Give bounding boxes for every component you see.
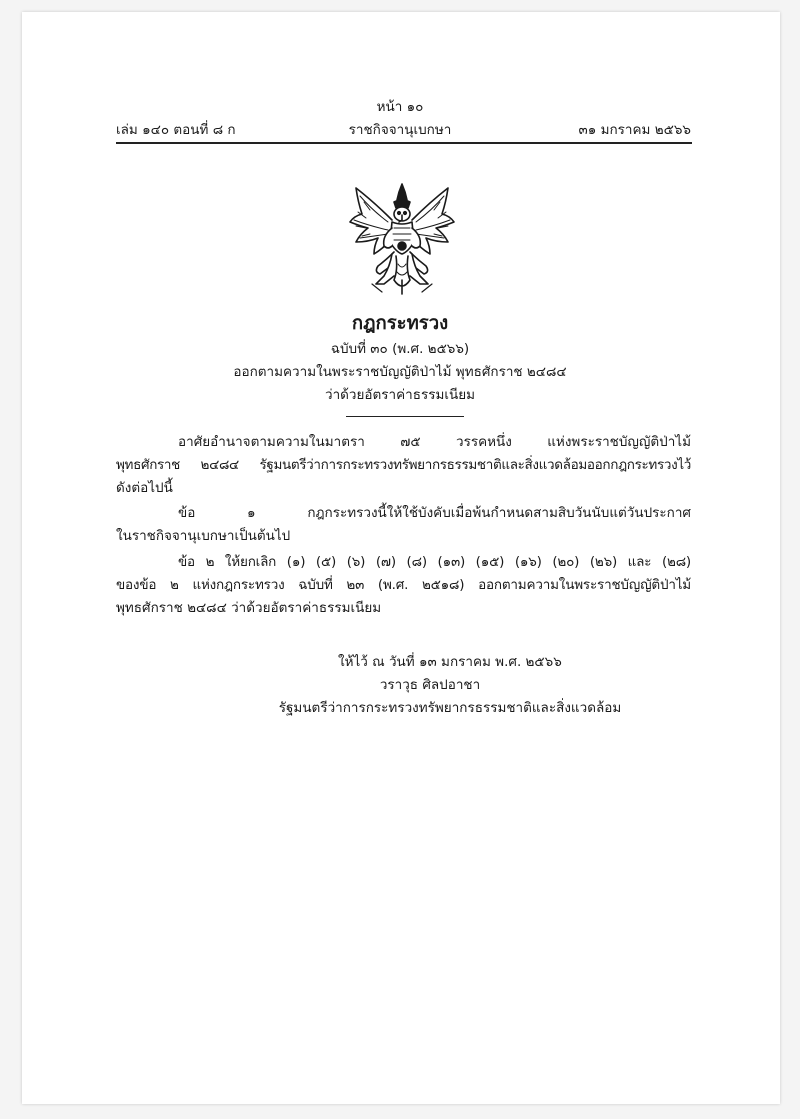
clause-2-line: ของข้อ ๒ แห่งกฎกระทรวง ฉบับที่ ๒๓ (พ.ศ. ๒๕๑๘) ออกตามความในพระราชบัญญัติป่าไม้ [116, 577, 691, 593]
preamble-line: อาศัยอำนาจตามความในมาตรา ๗๕ วรรคหนึ่ง แห่งพระราชบัญญัติป่าไม้ [178, 434, 691, 450]
signatory-name: วราวุธ ศิลปอาชา [379, 677, 481, 693]
enabling-act: ออกตามความในพระราชบัญญัติป่าไม้ พุทธศักราช ๒๔๘๔ [233, 364, 567, 380]
given-date: ให้ไว้ ณ วันที่ ๑๓ มกราคม พ.ศ. ๒๕๖๖ [338, 654, 562, 670]
clause-1-line: ในราชกิจจานุเบกษาเป็นต้นไป [116, 528, 291, 544]
publication-date: ๓๑ มกราคม ๒๕๖๖ [578, 122, 691, 138]
volume-issue: เล่ม ๑๔๐ ตอนที่ ๘ ก [116, 122, 236, 138]
clause-2-line: ข้อ ๒ ให้ยกเลิก (๑) (๕) (๖) (๗) (๘) (๑๓) (๑๕) (๑๖) (๒๐) (๒๖) และ (๒๘) [178, 554, 691, 570]
header-rule [116, 142, 692, 144]
garuda-emblem-icon [348, 180, 456, 298]
clause-2-line: พุทธศักราช ๒๔๘๔ ว่าด้วยอัตราค่าธรรมเนียม [116, 600, 382, 616]
signatory-position: รัฐมนตรีว่าการกระทรวงทรัพยากรธรรมชาติและสิ่งแวดล้อม [278, 700, 622, 716]
regulation-number: ฉบับที่ ๓๐ (พ.ศ. ๒๕๖๖) [330, 341, 470, 357]
clause-1-line: ข้อ ๑ กฎกระทรวงนี้ให้ใช้บังคับเมื่อพ้นกำหนดสามสิบวันนับแต่วันประกาศ [178, 505, 691, 521]
page-number: หน้า ๑๐ [376, 99, 424, 115]
document-title: กฎกระทรวง [351, 313, 449, 334]
gazette-name: ราชกิจจานุเบกษา [348, 122, 452, 138]
regulation-subject: ว่าด้วยอัตราค่าธรรมเนียม [324, 387, 476, 403]
title-divider [346, 416, 464, 417]
preamble-line: พุทธศักราช ๒๔๘๔ รัฐมนตรีว่าการกระทรวงทรัพยากรธรรมชาติและสิ่งแวดล้อมออกกฎกระทรวงไว้ [116, 457, 691, 473]
preamble-line: ดังต่อไปนี้ [116, 480, 173, 496]
